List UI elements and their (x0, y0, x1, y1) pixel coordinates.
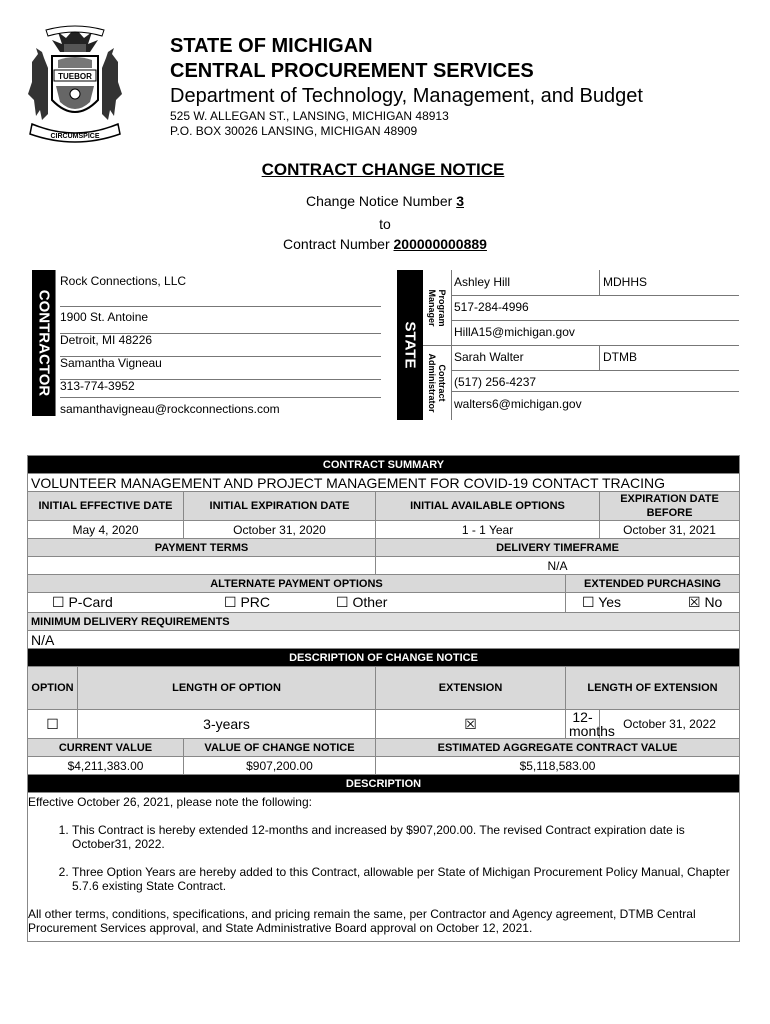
delivery-timeframe: N/A (376, 557, 740, 575)
h-delivery-timeframe: DELIVERY TIMEFRAME (376, 539, 740, 557)
contractor-email: samanthavigneau@rockconnections.com (60, 402, 280, 416)
h-change-value: VALUE OF CHANGE NOTICE (184, 739, 376, 757)
header-address-1: 525 W. ALLEGAN ST., LANSING, MICHIGAN 48913 (170, 109, 449, 123)
contract-number: 200000000889 (393, 236, 487, 252)
description-intro: Effective October 26, 2021, please note the following: (28, 795, 312, 809)
h-initial-options: INITIAL AVAILABLE OPTIONS (376, 492, 600, 521)
contractor-phone: 313-774-3952 (60, 379, 135, 393)
ca-name: Sarah Walter (454, 350, 524, 364)
ca-email: walters6@michigan.gov (454, 397, 582, 411)
h-length-of-option: LENGTH OF OPTION (78, 667, 376, 710)
yes-checkbox[interactable]: ☐ Yes (582, 594, 622, 610)
contractor-contact: Samantha Vigneau (60, 356, 162, 370)
summary-description: VOLUNTEER MANAGEMENT AND PROJECT MANAGEMENT FOR COVID-19 CONTACT TRACING (28, 474, 740, 492)
description-list (28, 823, 739, 893)
seal-bottom-text: CIRCUMSPICE (50, 133, 100, 140)
current-value: $4,211,383.00 (28, 757, 184, 775)
contractor-street: 1900 St. Antoine (60, 310, 149, 324)
h-extended-purchasing: EXTENDED PURCHASING (566, 575, 740, 593)
expiration-before: October 31, 2021 (600, 521, 740, 539)
revised-exp-date: October 31, 2022 (600, 710, 740, 739)
ca-agency: DTMB (603, 350, 637, 364)
pm-agency: MDHHS (603, 275, 647, 289)
michigan-seal (24, 24, 126, 148)
pm-phone: 517-284-4996 (454, 300, 529, 314)
extension-checkbox[interactable]: ☒ (376, 710, 566, 739)
h-expiration-before: EXPIRATION DATE BEFORE (600, 492, 740, 521)
pcard-checkbox[interactable]: ☐ P-Card (52, 594, 113, 610)
contractor-side-label: CONTRACTOR (32, 270, 55, 416)
to-line: to (379, 216, 391, 232)
contract-summary-table (27, 455, 740, 942)
pm-email: HillA15@michigan.gov (454, 325, 575, 339)
seal-motto: TUEBOR (58, 72, 92, 81)
h-initial-effective: INITIAL EFFECTIVE DATE (28, 492, 184, 521)
header-office: CENTRAL PROCUREMENT SERVICES (170, 60, 534, 82)
option-checkbox[interactable]: ☐ (28, 710, 78, 739)
state-info (451, 270, 739, 420)
min-delivery: N/A (28, 631, 740, 649)
description-body (28, 793, 740, 942)
contractor-city: Detroit, MI 48226 (60, 333, 153, 347)
h-option: OPTION (28, 667, 78, 710)
header-address-2: P.O. BOX 30026 LANSING, MICHIGAN 48909 (170, 124, 418, 138)
description-item-2: 2. Three Option Years are hereby added to this Contract, allowable per State of Michigan Procurement Policy Manual, Chapter 5.7.6 existing State Contract. (72, 865, 739, 893)
no-checkbox[interactable]: ☒ No (688, 594, 723, 610)
contract-administrator-label: Contract Administrator (423, 346, 452, 420)
notice-title: CONTRACT CHANGE NOTICE (261, 160, 505, 179)
description-closing: All other terms, conditions, specifications, and pricing remain the same, per Contractor and Agency agreement, DTMB Central Procurement Services approval, and State Administrative Board approval on October 12, 2021. (28, 907, 696, 935)
other-checkbox[interactable]: ☐ Other (336, 594, 388, 610)
h-current-value: CURRENT VALUE (28, 739, 184, 757)
h-initial-expiration: INITIAL EXPIRATION DATE (184, 492, 376, 521)
length-of-option: 3-years (78, 710, 376, 739)
extended-purchasing-options (566, 593, 740, 613)
contract-number-line: Contract Number 200000000889 (283, 236, 487, 252)
initial-expiration-date: October 31, 2020 (184, 521, 376, 539)
header-department: Department of Technology, Management, and Budget (170, 85, 643, 107)
description-item-1: 1. This Contract is hereby extended 12-months and increased by $907,200.00. The revised Contract expiration date is October31, 2022. (72, 823, 739, 851)
h-payment-terms: PAYMENT TERMS (28, 539, 376, 557)
contractor-name: Rock Connections, LLC (60, 274, 187, 288)
pm-name: Ashley Hill (454, 275, 511, 289)
h-aggregate-value: ESTIMATED AGGREGATE CONTRACT VALUE (376, 739, 740, 757)
initial-options: 1 - 1 Year (376, 521, 600, 539)
change-number: 3 (456, 193, 464, 209)
contractor-info (55, 270, 381, 416)
change-notice-line: Change Notice Number 3 (306, 193, 464, 209)
alternate-payment-options (28, 593, 566, 613)
initial-effective-date: May 4, 2020 (28, 521, 184, 539)
prc-checkbox[interactable]: ☐ PRC (224, 594, 270, 610)
description-heading: DESCRIPTION (28, 775, 740, 793)
h-alternate-payment: ALTERNATE PAYMENT OPTIONS (28, 575, 566, 593)
header-state: STATE OF MICHIGAN (170, 35, 373, 57)
h-length-of-extension: LENGTH OF EXTENSION (566, 667, 740, 710)
h-extension: EXTENSION (376, 667, 566, 710)
change-value: $907,200.00 (184, 757, 376, 775)
length-of-extension: 12-months (566, 710, 600, 739)
state-side-label: STATE (397, 270, 423, 420)
summary-heading: CONTRACT SUMMARY (28, 456, 740, 474)
h-min-delivery: MINIMUM DELIVERY REQUIREMENTS (28, 613, 740, 631)
aggregate-value: $5,118,583.00 (376, 757, 740, 775)
ca-phone: (517) 256-4237 (454, 375, 537, 389)
payment-terms (28, 557, 376, 575)
program-manager-label: Program Manager (423, 270, 452, 346)
change-heading: DESCRIPTION OF CHANGE NOTICE (28, 649, 740, 667)
